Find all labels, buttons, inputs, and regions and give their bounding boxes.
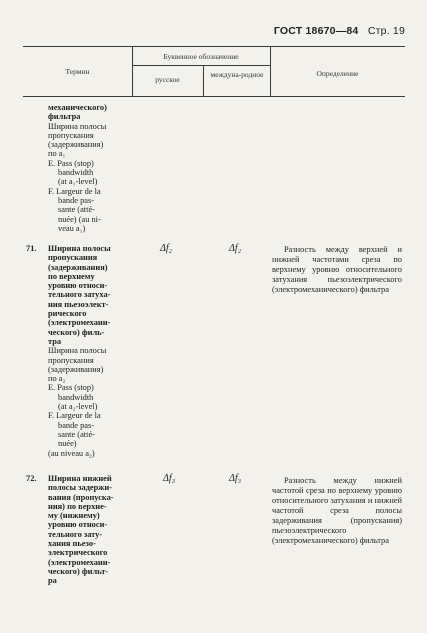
english-term: E. Pass (stop) [48,383,94,393]
symbol-international: Δf₂ [229,243,242,254]
english-term: bandwidth [58,168,94,178]
definition-72: Разность между нижней частотой среза по верхнему уровню относительного затухания и нижней частотой среза полосы задерживания (пропускания) пьезоэлектрического (электромеханического) фильтра [272,476,402,545]
symbol-russian: Δf₃ [163,473,176,484]
term-entry-71 [26,244,132,458]
term-line: тельного затуха- [48,290,111,300]
page-number: Стр. 19 [367,25,405,37]
french-term: bande pas- [58,420,95,430]
term-line: по a₁ [48,149,66,159]
entry-number: 72. [26,474,37,483]
term-line: ния) по верхне- [48,501,107,511]
english-term: bandwidth [58,392,94,402]
term-line: Ширина полосы [48,244,111,253]
term-entry-72 [26,474,132,586]
term-line: электрического [48,548,108,558]
col-definition-heading: Определение [316,69,359,78]
col-russian-heading: русское [155,75,180,84]
english-term: E. Pass (stop) [48,158,94,168]
term-line: Ширина нижней [48,474,112,483]
term-line: по верхнему [48,271,95,281]
continued-term [48,103,132,233]
table-head-bottom-rule [23,96,405,97]
page-header [274,25,405,37]
term-line: Ширина полосы [48,121,107,131]
term-line: механического) [48,103,107,112]
english-term: (at a₂-level) [58,402,98,412]
term-line: вания (пропуска- [48,492,114,502]
entry-number: 71. [26,244,37,253]
definition-71: Разность между верхней и нижней частотами среза по верхнему уровню относительного затухания пьезоэлектрического (электромеханического) фильтра [272,245,402,294]
french-term: F. Largeur de la [48,411,101,421]
term-line: по a₂ [48,374,66,384]
term-line: уровню относи- [48,281,108,291]
col-international-heading: междуна-родное [210,70,264,79]
term-line: тра [48,336,62,346]
term-line: ра [48,576,57,586]
term-line: (электромехани- [48,318,111,328]
term-line: уровню относи- [48,520,108,530]
designation-subrule [132,65,270,66]
standard-number: ГОСТ 18670—84 [273,25,359,37]
term-line: полосы задержи- [48,483,112,493]
term-line: рического [48,309,87,319]
term-line: (задерживания) [48,364,104,374]
french-term: bande pas- [58,195,95,205]
french-term: veau a₁) [58,223,86,233]
col-term-heading: Термин [65,67,90,76]
english-term: (at a₁-level) [58,177,98,187]
term-line: пропускания [48,253,98,263]
term-line: (электромехани- [48,557,111,567]
term-line: (задерживания) [48,140,104,150]
french-term: nuée) (au ni- [58,214,101,224]
term-line: ния пьезоэлект- [48,299,109,309]
term-line: ческого) филь- [48,327,105,337]
term-line: (задерживания) [48,262,108,272]
french-term: sante (atté- [58,429,95,439]
term-line: фильтра [48,112,81,122]
term-line: Ширина полосы [48,346,107,356]
french-term: F. Largeur de la [48,186,101,196]
term-line: пропускания [48,355,94,365]
term-line: пропускания [48,130,94,140]
col-rule-2 [203,65,204,96]
symbol-international: Δf₃ [229,473,242,484]
col-designation-heading: Буквенное обозначение [163,52,239,61]
term-line: хания пьезо- [48,539,96,549]
french-term: sante (atté- [58,205,95,215]
french-term: (au niveau a₂) [48,448,95,458]
french-term: nuée) [58,439,77,449]
term-line: ческого) фильт- [48,566,109,576]
table-top-rule [23,46,405,47]
term-line: му (нижнему) [48,511,100,521]
term-line: тельного зату- [48,529,103,539]
symbol-russian: Δf₂ [160,243,173,254]
